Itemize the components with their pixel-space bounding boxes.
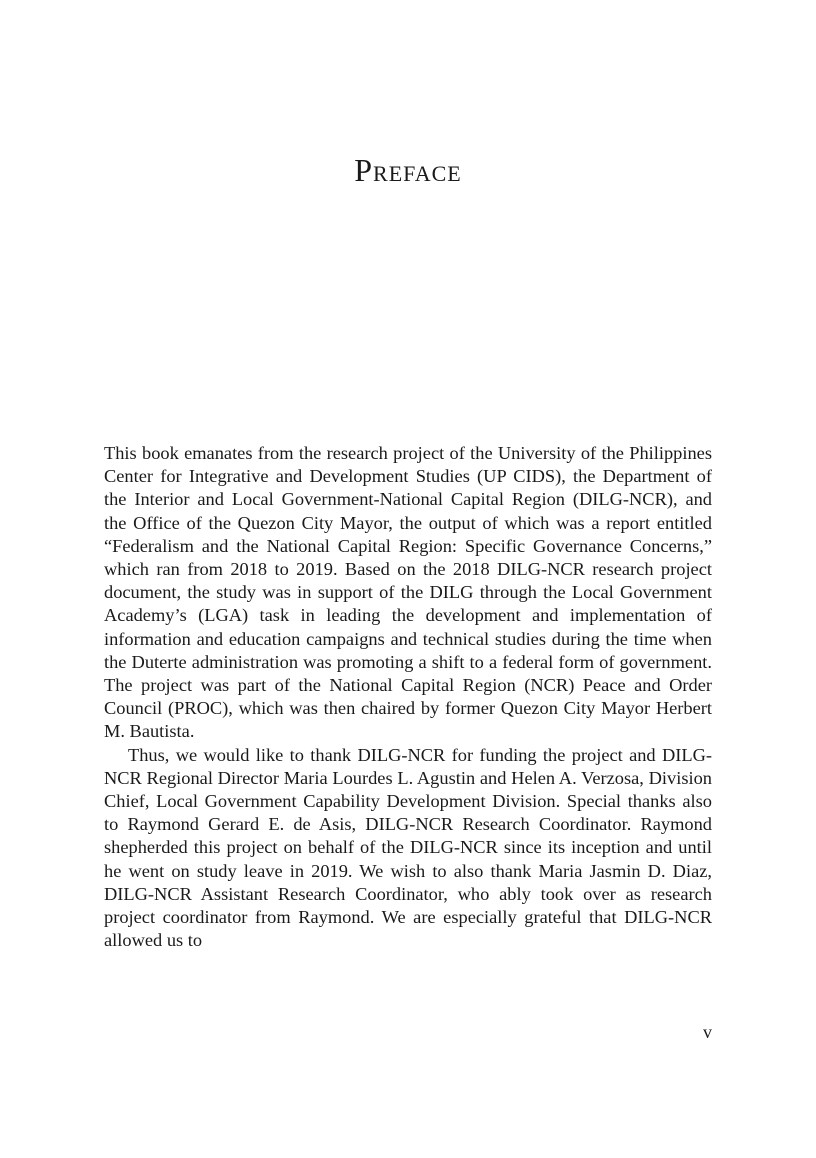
paragraph: This book emanates from the research project of the University of the Philippines Center for Integrative and Development Studies (UP CIDS), the Department of the Interior and Local Government-National Capital Region (DILG-NCR), and the Office of the Quezon City Mayor, the output of which was a report entitled “Federalism and the National Capital Region: Specific Governance Concerns,” which ran from 2018 to 2019. Based on the 2018 DILG-NCR research project document, the study was in support of the DILG through the Local Government Academy’s (LGA) task in leading the development and implementation of information and education campaigns and technical studies during the time when the Duterte administration was promoting a shift to a federal form of government. The project was part of the National Capital Region (NCR) Peace and Order Council (PROC), which was then chaired by former Quezon City Mayor Herbert M. Bautista. bbox=[104, 443, 712, 742]
body-text bbox=[104, 442, 712, 952]
paragraph: Thus, we would like to thank DILG-NCR for funding the project and DILG-NCR Regional Director Maria Lourdes L. Agustin and Helen A. Verzosa, Division Chief, Local Government Capability Development Division. Special thanks also to Raymond Gerard E. de Asis, DILG-NCR Research Coordinator. Raymond shepherded this project on behalf of the DILG-NCR since its inception and until he went on study leave in 2019. We wish to also thank Maria Jasmin D. Diaz, DILG-NCR Assistant Research Coordinator, who ably took over as research project coordinator from Raymond. We are especially grateful that DILG-NCR allowed us to bbox=[104, 744, 712, 951]
page-number: v bbox=[703, 1022, 712, 1042]
chapter-title: Preface bbox=[354, 152, 462, 188]
